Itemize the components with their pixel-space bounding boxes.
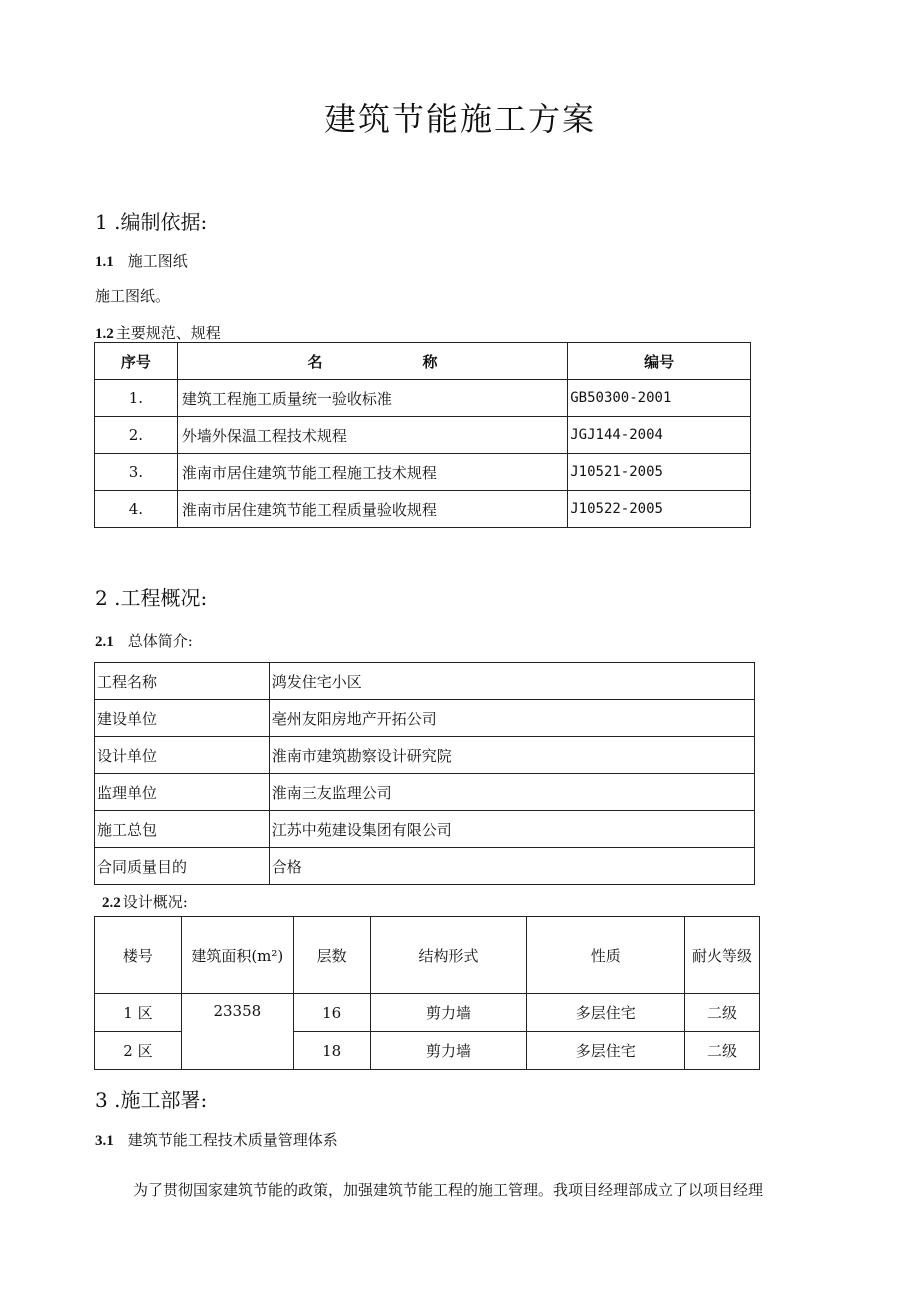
table-cell: 鸿发住宅小区 [269, 663, 754, 700]
table-row [95, 491, 751, 528]
table-cell: 外墙外保温工程技术规程 [177, 417, 567, 454]
section-number: 1.1 [95, 254, 114, 270]
table-cell: 淮南市居住建筑节能工程质量验收规程 [177, 491, 567, 528]
table-cell: 多层住宅 [527, 1032, 685, 1070]
section-3-1-heading [95, 1129, 338, 1150]
section-number: 2.2 [102, 895, 121, 911]
section-title: 施工图纸 [127, 252, 188, 270]
table-cell: J10521-2005 [568, 454, 751, 491]
section-3-heading: 3 .施工部署: [95, 1088, 208, 1112]
standards-table [94, 342, 751, 528]
table-cell: 施工总包 [95, 811, 270, 848]
section-2-1-heading [95, 630, 193, 651]
table-row [95, 380, 751, 417]
section-title: 总体简介: [127, 632, 193, 650]
section-1-1-heading [95, 250, 188, 271]
header-cell: 层数 [293, 917, 370, 994]
table-header-row [95, 343, 751, 380]
table-cell: 监理单位 [95, 774, 270, 811]
table-cell: 建设单位 [95, 700, 270, 737]
table-cell: 江苏中苑建设集团有限公司 [269, 811, 754, 848]
table-cell: GB50300-2001 [568, 380, 751, 417]
body-paragraph: 为了贯彻国家建筑节能的政策，加强建筑节能工程的施工管理。我项目经理部成立了以项目经理 [133, 1181, 764, 1199]
header-name-part-1: 名 [307, 352, 323, 371]
table-row [95, 811, 755, 848]
section-title: 设计概况: [122, 893, 188, 911]
table-row [95, 848, 755, 885]
header-name-part-2: 称 [422, 352, 438, 371]
table-cell: JGJ144-2004 [568, 417, 751, 454]
table-row [95, 700, 755, 737]
header-cell: 性质 [527, 917, 685, 994]
header-cell-name [177, 343, 567, 380]
table-cell: 2. [95, 417, 178, 454]
table-cell: 合同质量目的 [95, 848, 270, 885]
table-row [95, 454, 751, 491]
table-cell: 18 [293, 1032, 370, 1070]
table-cell: J10522-2005 [568, 491, 751, 528]
table-cell: 二级 [685, 1032, 760, 1070]
table-cell: 2 区 [95, 1032, 182, 1070]
table-row [95, 737, 755, 774]
section-number: 1.2 [95, 326, 114, 342]
table-cell: 二级 [685, 994, 760, 1032]
table-cell: 淮南市建筑勘察设计研究院 [269, 737, 754, 774]
table-row [95, 663, 755, 700]
area-cell: 23358 [181, 994, 293, 1070]
table-header-row [95, 917, 760, 994]
table-cell: 亳州友阳房地产开拓公司 [269, 700, 754, 737]
table-cell: 剪力墙 [370, 1032, 527, 1070]
table-cell: 淮南市居住建筑节能工程施工技术规程 [177, 454, 567, 491]
header-cell-code: 编号 [568, 343, 751, 380]
table-cell: 合格 [269, 848, 754, 885]
table-row [95, 994, 760, 1032]
section-number: 2.1 [95, 634, 114, 650]
table-cell: 1. [95, 380, 178, 417]
section-number: 3.1 [95, 1133, 114, 1149]
section-1-1-text: 施工图纸。 [95, 287, 171, 305]
document-title: 建筑节能施工方案 [323, 100, 596, 138]
header-cell: 建筑面积(m²) [181, 917, 293, 994]
design-table [94, 916, 760, 1070]
header-cell: 耐火等级 [685, 917, 760, 994]
table-cell: 设计单位 [95, 737, 270, 774]
table-cell: 1 区 [95, 994, 182, 1032]
section-1-heading: 1 .编制依据: [95, 210, 208, 234]
table-row [95, 774, 755, 811]
table-cell: 工程名称 [95, 663, 270, 700]
overview-table [94, 662, 755, 885]
header-cell: 楼号 [95, 917, 182, 994]
section-2-heading: 2 .工程概况: [95, 586, 208, 610]
table-cell: 剪力墙 [370, 994, 527, 1032]
table-cell: 16 [293, 994, 370, 1032]
table-row [95, 417, 751, 454]
section-title: 主要规范、规程 [115, 324, 221, 342]
table-cell: 3. [95, 454, 178, 491]
section-1-2-heading [95, 322, 221, 343]
header-cell-index: 序号 [95, 343, 178, 380]
header-cell: 结构形式 [370, 917, 527, 994]
table-cell: 4. [95, 491, 178, 528]
section-2-2-heading [102, 891, 188, 912]
table-cell: 淮南三友监理公司 [269, 774, 754, 811]
table-cell: 建筑工程施工质量统一验收标准 [177, 380, 567, 417]
table-cell: 多层住宅 [527, 994, 685, 1032]
section-title: 建筑节能工程技术质量管理体系 [127, 1131, 338, 1149]
